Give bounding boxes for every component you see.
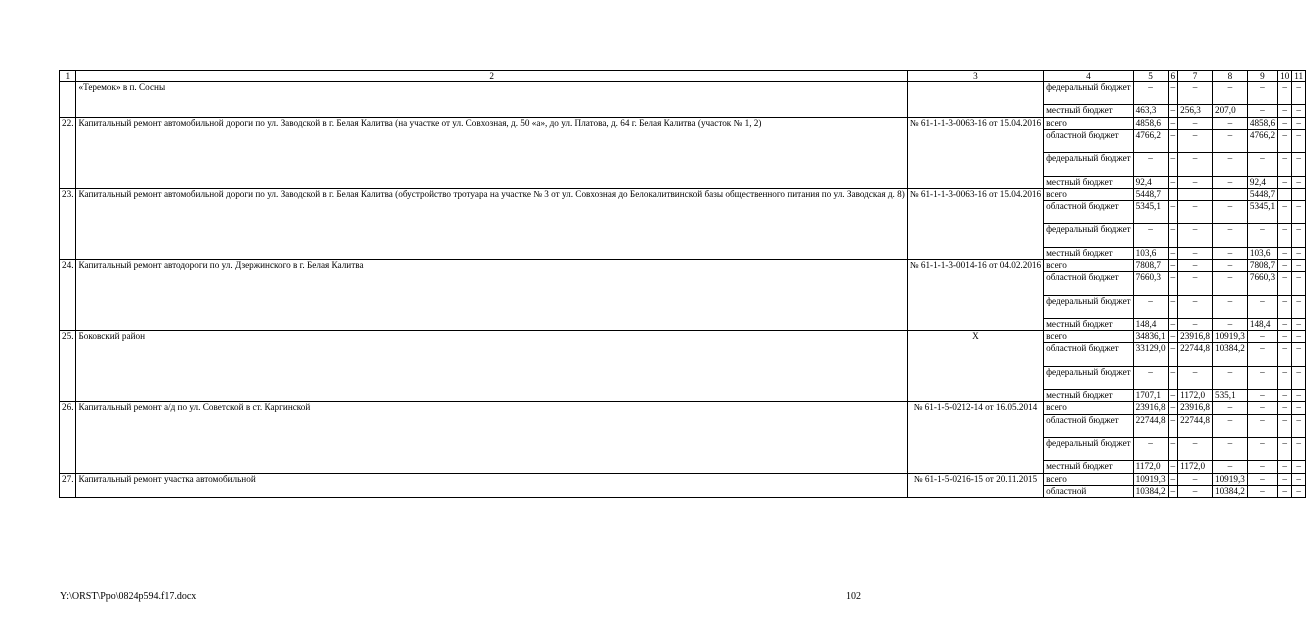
amount-cell: 4858,6 bbox=[1133, 117, 1168, 129]
amount-cell: – bbox=[1292, 366, 1306, 389]
amount-cell: – bbox=[1178, 153, 1213, 176]
amount-cell: – bbox=[1178, 473, 1213, 485]
amount-cell: 34836,1 bbox=[1133, 331, 1168, 343]
column-number: 9 bbox=[1247, 71, 1277, 82]
amount-cell: – bbox=[1247, 343, 1277, 366]
amount-cell: – bbox=[1212, 129, 1247, 152]
amount-cell: – bbox=[1212, 366, 1247, 389]
amount-cell: 92,4 bbox=[1247, 176, 1277, 188]
amount-cell: – bbox=[1178, 176, 1213, 188]
amount-cell: – bbox=[1168, 402, 1178, 414]
amount-cell: 5448,7 bbox=[1133, 188, 1168, 200]
amount-cell: – bbox=[1178, 117, 1213, 129]
amount-cell: 4766,2 bbox=[1133, 129, 1168, 152]
amount-cell: – bbox=[1212, 402, 1247, 414]
amount-cell: – bbox=[1168, 295, 1178, 318]
amount-cell: – bbox=[1292, 390, 1306, 402]
amount-cell: – bbox=[1178, 437, 1213, 460]
amount-cell: – bbox=[1292, 473, 1306, 485]
amount-cell: – bbox=[1292, 331, 1306, 343]
amount-cell: – bbox=[1212, 247, 1247, 259]
amount-cell bbox=[1178, 188, 1213, 200]
row-number: 26. bbox=[60, 402, 76, 473]
amount-cell: – bbox=[1278, 105, 1292, 117]
amount-cell: – bbox=[1133, 295, 1168, 318]
amount-cell: – bbox=[1212, 224, 1247, 247]
amount-cell: – bbox=[1212, 414, 1247, 437]
amount-cell: – bbox=[1278, 414, 1292, 437]
amount-cell: – bbox=[1168, 200, 1178, 223]
amount-cell: – bbox=[1278, 117, 1292, 129]
object-name: Капитальный ремонт автомобильной дороги по ул. Заводской в г. Белая Калитва (на участке от ул. Совхозная, д. 50 «а», до ул. Платова, д. 64 г. Белая Калитва (участок № 1, 2) bbox=[76, 117, 907, 188]
amount-cell: – bbox=[1178, 129, 1213, 152]
amount-cell: – bbox=[1168, 82, 1178, 105]
amount-cell: – bbox=[1168, 176, 1178, 188]
amount-cell: – bbox=[1168, 117, 1178, 129]
funding-source: местный бюджет bbox=[1044, 176, 1134, 188]
amount-cell: – bbox=[1278, 366, 1292, 389]
funding-source: федеральный бюджет bbox=[1044, 366, 1134, 389]
amount-cell: – bbox=[1292, 176, 1306, 188]
amount-cell: – bbox=[1168, 414, 1178, 437]
amount-cell: – bbox=[1292, 461, 1306, 473]
funding-source: всего bbox=[1044, 402, 1134, 414]
amount-cell: – bbox=[1168, 331, 1178, 343]
column-number: 6 bbox=[1168, 71, 1178, 82]
amount-cell: 148,4 bbox=[1247, 318, 1277, 330]
funding-source: областной бюджет bbox=[1044, 200, 1134, 223]
amount-cell: – bbox=[1292, 153, 1306, 176]
amount-cell: – bbox=[1212, 153, 1247, 176]
amount-cell: 4858,6 bbox=[1247, 117, 1277, 129]
amount-cell: 5345,1 bbox=[1247, 200, 1277, 223]
amount-cell: 7660,3 bbox=[1247, 272, 1277, 295]
object-name: Боковский район bbox=[76, 331, 907, 402]
row-number: 27. bbox=[60, 473, 76, 497]
column-number: 5 bbox=[1133, 71, 1168, 82]
column-number-row bbox=[60, 71, 1306, 82]
amount-cell: – bbox=[1278, 402, 1292, 414]
amount-cell: – bbox=[1292, 402, 1306, 414]
amount-cell: – bbox=[1247, 224, 1277, 247]
table-row bbox=[60, 188, 1306, 200]
amount-cell: – bbox=[1178, 82, 1213, 105]
amount-cell: 1172,0 bbox=[1133, 461, 1168, 473]
amount-cell: 1172,0 bbox=[1178, 390, 1213, 402]
amount-cell: – bbox=[1278, 82, 1292, 105]
amount-cell: 10919,3 bbox=[1212, 473, 1247, 485]
amount-cell: – bbox=[1133, 437, 1168, 460]
amount-cell: – bbox=[1212, 117, 1247, 129]
funding-source: местный бюджет bbox=[1044, 461, 1134, 473]
amount-cell: – bbox=[1212, 200, 1247, 223]
registration-number: № 61-1-5-0212-14 от 16.05.2014 bbox=[907, 402, 1043, 473]
row-number: 23. bbox=[60, 188, 76, 259]
amount-cell: – bbox=[1292, 129, 1306, 152]
registration-number: № 61-1-1-3-0063-16 от 15.04.2016 bbox=[907, 117, 1043, 188]
amount-cell: 7808,7 bbox=[1133, 259, 1168, 271]
amount-cell: 33129,0 bbox=[1133, 343, 1168, 366]
amount-cell bbox=[1212, 188, 1247, 200]
amount-cell: – bbox=[1212, 461, 1247, 473]
amount-cell: – bbox=[1278, 473, 1292, 485]
amount-cell: – bbox=[1247, 366, 1277, 389]
column-number: 3 bbox=[907, 71, 1043, 82]
funding-source: местный бюджет bbox=[1044, 390, 1134, 402]
table-row bbox=[60, 82, 1306, 105]
amount-cell: – bbox=[1168, 105, 1178, 117]
row-number: 25. bbox=[60, 331, 76, 402]
amount-cell: – bbox=[1168, 247, 1178, 259]
amount-cell: – bbox=[1247, 402, 1277, 414]
amount-cell: – bbox=[1247, 461, 1277, 473]
amount-cell: – bbox=[1292, 200, 1306, 223]
table-row bbox=[60, 117, 1306, 129]
amount-cell: 10384,2 bbox=[1133, 485, 1168, 497]
amount-cell: 23916,8 bbox=[1178, 402, 1213, 414]
funding-source: федеральный бюджет bbox=[1044, 82, 1134, 105]
amount-cell: – bbox=[1292, 272, 1306, 295]
amount-cell: – bbox=[1278, 153, 1292, 176]
row-number: 22. bbox=[60, 117, 76, 188]
amount-cell bbox=[1292, 188, 1306, 200]
column-number: 1 bbox=[60, 71, 76, 82]
amount-cell: – bbox=[1178, 259, 1213, 271]
amount-cell: – bbox=[1212, 82, 1247, 105]
object-name: Капитальный ремонт а/д по ул. Советской в ст. Каргинской bbox=[76, 402, 907, 473]
amount-cell: – bbox=[1133, 153, 1168, 176]
amount-cell: – bbox=[1212, 295, 1247, 318]
amount-cell: 4766,2 bbox=[1247, 129, 1277, 152]
amount-cell: – bbox=[1292, 247, 1306, 259]
column-number: 7 bbox=[1178, 71, 1213, 82]
amount-cell: – bbox=[1247, 473, 1277, 485]
funding-source: всего bbox=[1044, 331, 1134, 343]
table-row bbox=[60, 402, 1306, 414]
amount-cell: – bbox=[1178, 295, 1213, 318]
amount-cell: – bbox=[1292, 437, 1306, 460]
table-row bbox=[60, 331, 1306, 343]
amount-cell: – bbox=[1278, 259, 1292, 271]
amount-cell: – bbox=[1133, 224, 1168, 247]
file-path: Y:\ORST\Ppo\0824p594.f17.docx bbox=[60, 591, 197, 602]
amount-cell: – bbox=[1292, 82, 1306, 105]
amount-cell: – bbox=[1278, 343, 1292, 366]
amount-cell: – bbox=[1292, 117, 1306, 129]
object-name: Капитальный ремонт участка автомобильной bbox=[76, 473, 907, 497]
amount-cell: – bbox=[1178, 366, 1213, 389]
funding-source: областной bbox=[1044, 485, 1134, 497]
amount-cell: 7660,3 bbox=[1133, 272, 1168, 295]
registration-number: № 61-1-1-3-0063-16 от 15.04.2016 bbox=[907, 188, 1043, 259]
column-number: 10 bbox=[1278, 71, 1292, 82]
funding-source: местный бюджет bbox=[1044, 105, 1134, 117]
amount-cell: 10384,2 bbox=[1212, 485, 1247, 497]
amount-cell: – bbox=[1278, 272, 1292, 295]
funding-source: федеральный бюджет bbox=[1044, 224, 1134, 247]
funding-source: областной бюджет bbox=[1044, 414, 1134, 437]
amount-cell: – bbox=[1168, 318, 1178, 330]
amount-cell: – bbox=[1133, 82, 1168, 105]
amount-cell: 1707,1 bbox=[1133, 390, 1168, 402]
amount-cell: – bbox=[1168, 461, 1178, 473]
amount-cell: 22744,8 bbox=[1178, 343, 1213, 366]
amount-cell: – bbox=[1168, 153, 1178, 176]
amount-cell: 7808,7 bbox=[1247, 259, 1277, 271]
amount-cell: – bbox=[1278, 390, 1292, 402]
amount-cell: – bbox=[1168, 390, 1178, 402]
amount-cell: 535,1 bbox=[1212, 390, 1247, 402]
table-row bbox=[60, 259, 1306, 271]
amount-cell: – bbox=[1178, 272, 1213, 295]
funding-source: федеральный бюджет bbox=[1044, 437, 1134, 460]
amount-cell: 5345,1 bbox=[1133, 200, 1168, 223]
amount-cell: 103,6 bbox=[1133, 247, 1168, 259]
amount-cell: 10919,3 bbox=[1212, 331, 1247, 343]
amount-cell: 207,0 bbox=[1212, 105, 1247, 117]
funding-source: областной бюджет bbox=[1044, 129, 1134, 152]
amount-cell: 148,4 bbox=[1133, 318, 1168, 330]
table-row bbox=[60, 473, 1306, 485]
amount-cell: – bbox=[1292, 105, 1306, 117]
registration-number bbox=[907, 82, 1043, 118]
registration-number: № 61-1-1-3-0014-16 от 04.02.2016 bbox=[907, 259, 1043, 330]
funding-source: всего bbox=[1044, 188, 1134, 200]
amount-cell: 256,3 bbox=[1178, 105, 1213, 117]
amount-cell: – bbox=[1247, 82, 1277, 105]
amount-cell: – bbox=[1212, 318, 1247, 330]
budget-table bbox=[59, 70, 1306, 498]
amount-cell: – bbox=[1292, 295, 1306, 318]
funding-source: областной бюджет bbox=[1044, 272, 1134, 295]
amount-cell: – bbox=[1212, 437, 1247, 460]
amount-cell: – bbox=[1292, 259, 1306, 271]
amount-cell: – bbox=[1168, 343, 1178, 366]
amount-cell: – bbox=[1247, 105, 1277, 117]
amount-cell: – bbox=[1278, 485, 1292, 497]
amount-cell: – bbox=[1133, 366, 1168, 389]
amount-cell: – bbox=[1278, 200, 1292, 223]
amount-cell: – bbox=[1212, 259, 1247, 271]
amount-cell: – bbox=[1212, 176, 1247, 188]
row-number: 24. bbox=[60, 259, 76, 330]
amount-cell: 92,4 bbox=[1133, 176, 1168, 188]
amount-cell: 103,6 bbox=[1247, 247, 1277, 259]
amount-cell: – bbox=[1212, 272, 1247, 295]
funding-source: местный бюджет bbox=[1044, 318, 1134, 330]
page-number: 102 bbox=[846, 591, 861, 602]
object-name: «Теремок» в п. Сосны bbox=[76, 82, 907, 118]
amount-cell: – bbox=[1178, 200, 1213, 223]
funding-source: местный бюджет bbox=[1044, 247, 1134, 259]
amount-cell bbox=[1278, 188, 1292, 200]
amount-cell: – bbox=[1292, 224, 1306, 247]
amount-cell: – bbox=[1278, 295, 1292, 318]
registration-number: X bbox=[907, 331, 1043, 402]
amount-cell: 5448,7 bbox=[1247, 188, 1277, 200]
amount-cell: – bbox=[1168, 437, 1178, 460]
amount-cell: – bbox=[1178, 224, 1213, 247]
funding-source: федеральный бюджет bbox=[1044, 295, 1134, 318]
amount-cell: 23916,8 bbox=[1178, 331, 1213, 343]
amount-cell: – bbox=[1247, 331, 1277, 343]
amount-cell: – bbox=[1278, 247, 1292, 259]
amount-cell: 22744,8 bbox=[1133, 414, 1168, 437]
column-number: 4 bbox=[1044, 71, 1134, 82]
funding-source: всего bbox=[1044, 117, 1134, 129]
amount-cell: – bbox=[1168, 272, 1178, 295]
funding-source: всего bbox=[1044, 259, 1134, 271]
funding-source: всего bbox=[1044, 473, 1134, 485]
amount-cell: – bbox=[1247, 437, 1277, 460]
amount-cell: – bbox=[1168, 224, 1178, 247]
amount-cell: – bbox=[1292, 485, 1306, 497]
amount-cell bbox=[1168, 188, 1178, 200]
amount-cell: – bbox=[1168, 366, 1178, 389]
amount-cell: – bbox=[1247, 295, 1277, 318]
amount-cell: – bbox=[1247, 153, 1277, 176]
amount-cell: 23916,8 bbox=[1133, 402, 1168, 414]
amount-cell: – bbox=[1278, 129, 1292, 152]
amount-cell: – bbox=[1168, 485, 1178, 497]
amount-cell: – bbox=[1168, 259, 1178, 271]
amount-cell: – bbox=[1178, 485, 1213, 497]
amount-cell: – bbox=[1278, 437, 1292, 460]
amount-cell: – bbox=[1278, 318, 1292, 330]
amount-cell: – bbox=[1278, 224, 1292, 247]
amount-cell: – bbox=[1247, 390, 1277, 402]
row-number bbox=[60, 82, 76, 118]
column-number: 8 bbox=[1212, 71, 1247, 82]
amount-cell: 22744,8 bbox=[1178, 414, 1213, 437]
amount-cell: 10919,3 bbox=[1133, 473, 1168, 485]
amount-cell: 463,3 bbox=[1133, 105, 1168, 117]
amount-cell: – bbox=[1278, 461, 1292, 473]
funding-source: областной бюджет bbox=[1044, 343, 1134, 366]
object-name: Капитальный ремонт автодороги по ул. Дзержинского в г. Белая Калитва bbox=[76, 259, 907, 330]
funding-source: федеральный бюджет bbox=[1044, 153, 1134, 176]
amount-cell: – bbox=[1168, 129, 1178, 152]
registration-number: № 61-1-5-0216-15 от 20.11.2015 bbox=[907, 473, 1043, 497]
amount-cell: – bbox=[1178, 247, 1213, 259]
object-name: Капитальный ремонт автомобильной дороги по ул. Заводской в г. Белая Калитва (обустройство тротуара на участке № 3 от ул. Совхозная до Белокалитвинской базы общественного питания по ул. Заводская д. 8) bbox=[76, 188, 907, 259]
amount-cell: – bbox=[1247, 485, 1277, 497]
amount-cell: – bbox=[1247, 414, 1277, 437]
amount-cell: 1172,0 bbox=[1178, 461, 1213, 473]
amount-cell: – bbox=[1278, 331, 1292, 343]
amount-cell: – bbox=[1292, 343, 1306, 366]
column-number: 11 bbox=[1292, 71, 1306, 82]
column-number: 2 bbox=[76, 71, 907, 82]
amount-cell: – bbox=[1278, 176, 1292, 188]
amount-cell: – bbox=[1292, 318, 1306, 330]
amount-cell: 10384,2 bbox=[1212, 343, 1247, 366]
amount-cell: – bbox=[1178, 318, 1213, 330]
amount-cell: – bbox=[1292, 414, 1306, 437]
amount-cell: – bbox=[1168, 473, 1178, 485]
